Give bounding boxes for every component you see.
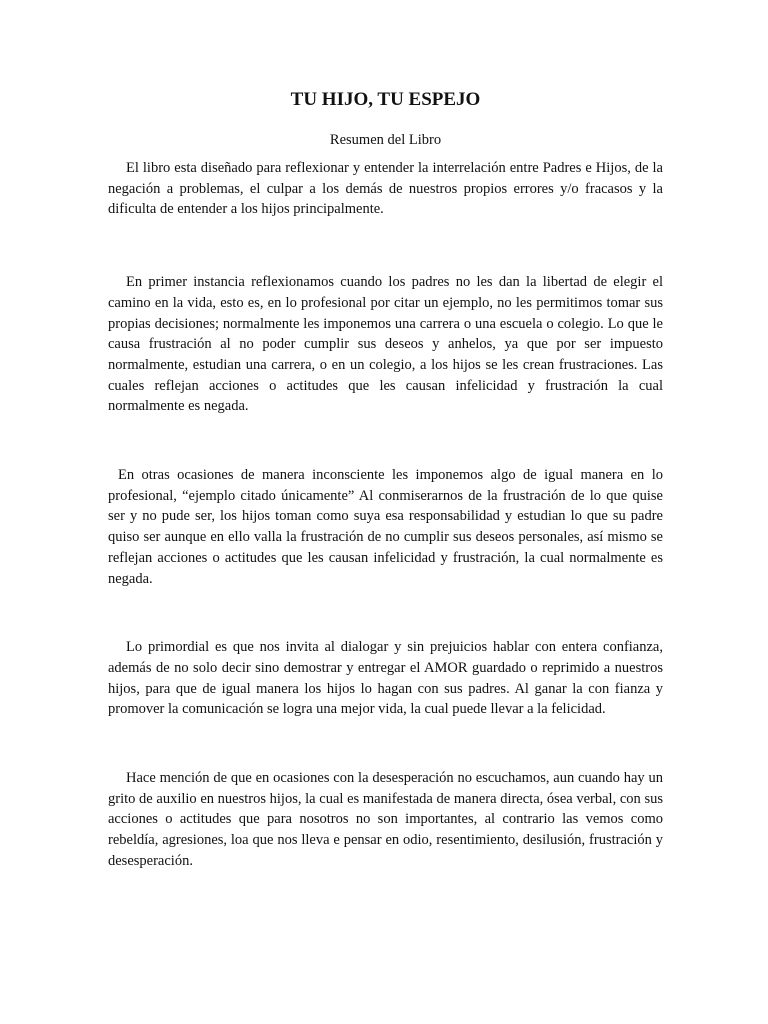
paragraph-dialogue: Lo primordial es que nos invita al dialogar y sin prejuicios hablar con entera confianza, además de no solo decir sino demostrar y entregar el AMOR guardado o reprimido a nuestros hijos, para que de igual manera los hijos lo hagan con sus padres. Al ganar la con fianza y promover la comunicación se logra una mejor vida, la cual puede llevar a la felicidad. [108,639,663,718]
document-page [108,88,663,872]
document-subtitle: Resumen del Libro [329,132,442,148]
paragraph-desperation: Hace mención de que en ocasiones con la desesperación no escuchamos, aun cuando hay un grito de auxilio en nuestros hijos, la cual es manifestada de manera directa, ósea verbal, con sus acciones o actitudes que para nosotros no son importantes, al contrario las vemos como rebeldía, agresiones, loa que nos lleva e pensar en odio, resentimiento, desilusión, frustración y desesperación. [108,770,663,869]
paragraph-intro: El libro esta diseñado para reflexionar y entender la interrelación entre Padres e Hijos, de la negación a problemas, el culpar a los demás de nuestros propios errores y/o fracasos y la dificulta de entender a los hijos principalmente. [108,160,663,218]
paragraph-first-instance: En primer instancia reflexionamos cuando los padres no les dan la libertad de elegir el camino en la vida, esto es, en lo profesional por citar un ejemplo, no les permitimos tomar sus propias decisiones; normalmente les imponemos una carrera o una escuela o colegio. Lo que le causa frustración al no poder cumplir sus deseos y anhelos, ya que por ser impuesto normalmente, estudian una carrera, o en un colegio, a los hijos se les crean frustraciones. Las cuales reflejan acciones o actitudes que les causan infelicidad y frustración la cual normalmente es negada. [108,274,663,415]
document-title: TU HIJO, TU ESPEJO [290,89,481,110]
paragraph-other-occasions: En otras ocasiones de manera inconsciente les imponemos algo de igual manera en lo profesional, “ejemplo citado únicamente” Al conmiserarnos de la frustración de lo que quise ser y no pude ser, los hijos toman como suya esa responsabilidad y estudian lo que su padre quiso ser aunque en ello valla la frustración de no cumplir sus deseos personales, así mismo se reflejan acciones o actitudes que les causan infelicidad y frustración, la cual normalmente es negada. [108,467,663,587]
